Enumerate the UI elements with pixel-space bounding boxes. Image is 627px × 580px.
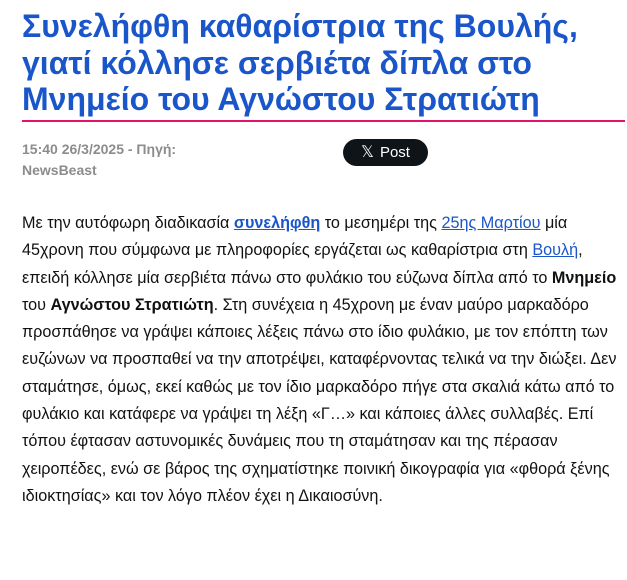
source-name: NewsBeast [22,162,97,178]
link-arrested[interactable]: συνελήφθη [233,214,321,232]
bold-monument: Μνημείο [551,268,617,287]
article-title: Συνελήφθη καθαρίστρια της Βουλής, γιατί κόλλησε σερβιέτα δίπλα στο Μνημείο του Αγνώστου Στρατιώτη [22,8,578,117]
x-logo-icon: 𝕏 [361,143,374,161]
share-on-x-button[interactable] [343,139,428,166]
publish-datetime: 15:40 26/3/2025 [22,141,124,157]
body-text: . Στη συνέχεια η 45χρονη με έναν μαύρο μαρκαδόρο προσπάθησε να γράψει κάποιες λέξεις πάνω στο ίδιο φυλάκιο, με τον επόπτη των ευζώνων να προσπαθεί να την αποτρέψει, καταφέρνοντας τελικά να την διώξει. Δεν σταμάτησε, όμως, εκεί καθώς με τον ίδιο μαρκαδόρο πήγε στα σκαλιά κάτω από το φυλάκιο και κατάφερε να γράψει τη λέξη «Γ…» και κάποιες άλλες συλλαβές. Επί τόπου έφτασαν αστυνομικές δυνάμεις που τη σταμάτησαν και της πέρασαν χειροπέδες, ενώ σε βάρος της σχηματίστηκε ποινική δικογραφία για «φθορά ξένης ιδιοκτησίας» και τον λόγο πλέον έχει η Δικαιοσύνη. [22,295,617,505]
body-text: , επειδή κόλλησε μία σερβιέτα πάνω στο φυλάκιο του εύζωνα δίπλα από το [22,241,583,287]
link-date[interactable]: 25ης Μαρτίου [441,214,541,232]
body-text: Με την αυτόφωρη διαδικασία [22,214,234,232]
share-button-label: Post [379,144,410,161]
body-text: του [22,295,51,314]
article-meta [22,139,176,181]
article-body [22,210,625,510]
source-label: - Πηγή: [127,141,177,157]
link-parliament[interactable]: Βουλή [532,241,579,260]
body-text: μία 45χρονη που σύμφωνα με πληροφορίες εργάζεται ως καθαρίστρια στη [22,214,568,260]
title-divider [22,120,625,122]
bold-unknown-soldier: Αγνώστου Στρατιώτη [50,295,214,314]
body-text: το μεσημέρι της [320,214,442,232]
